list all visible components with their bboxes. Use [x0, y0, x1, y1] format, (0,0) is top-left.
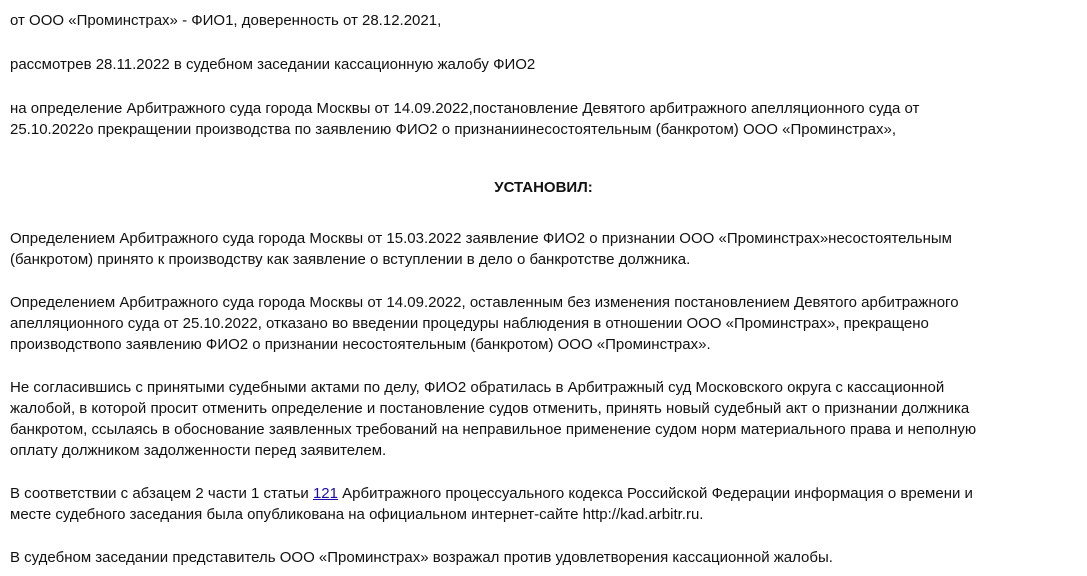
section-heading: УСТАНОВИЛ: [494, 179, 593, 196]
paragraph-line: банкротом, ссылаясь в обоснование заявленных требований на неправильное применение судом норм материального права и неполную [10, 421, 977, 438]
paragraph-considered: рассмотрев 28.11.2022 в судебном заседании кассационную жалобу ФИО2 [10, 56, 536, 73]
paragraph-line [10, 483, 973, 504]
paragraph-from-representative: от ООО «Проминстрах» - ФИО1, доверенность от 28.12.2021, [10, 12, 442, 29]
paragraph-line: месте судебного заседания была опубликована на официальном интернет-сайте http://kad.arbitr.ru. [10, 506, 704, 523]
paragraph-line: производствопо заявлению ФИО2 о признании несостоятельным (банкротом) ООО «Проминстрах». [10, 336, 711, 353]
text-fragment: В соответствии с абзацем 2 части 1 статьи [10, 485, 313, 502]
paragraph-line: апелляционного суда от 25.10.2022, отказано во введении процедуры наблюдения в отношении ООО «Проминстрах», прекращено [10, 315, 929, 332]
paragraph-line: 25.10.2022о прекращении производства по заявлению ФИО2 о признаниинесостоятельным (банкротом) ООО «Проминстрах», [10, 121, 896, 138]
paragraph-line: жалобой, в которой просит отменить определение и постановление судов отменить, принять новый судебный акт о признании должника [10, 400, 970, 417]
paragraph-line: Определением Арбитражного суда города Москвы от 15.03.2022 заявление ФИО2 о признании ООО «Проминстрах»несостоятельным [10, 230, 952, 247]
paragraph-representative-objection: В судебном заседании представитель ООО «Проминстрах» возражал против удовлетворения кассационной жалобы. [10, 549, 833, 566]
paragraph-line: (банкротом) принято к производству как заявление о вступлении в дело о банкротстве должника. [10, 251, 691, 268]
paragraph-line: оплату должником задолженности перед заявителем. [10, 442, 387, 459]
paragraph-line: Не согласившись с принятыми судебными актами по делу, ФИО2 обратилась в Арбитражный суд Московского округа с кассационной [10, 379, 945, 396]
paragraph-line: Определением Арбитражного суда города Москвы от 14.09.2022, оставленным без изменения постановлением Девятого арбитражного [10, 294, 959, 311]
article-121-link[interactable]: 121 [312, 485, 338, 502]
paragraph-line: на определение Арбитражного суда города Москвы от 14.09.2022,постановление Девятого арбитражного апелляционного суда от [10, 100, 920, 117]
text-fragment: Арбитражного процессуального кодекса Российской Федерации информация о времени и [337, 485, 973, 502]
